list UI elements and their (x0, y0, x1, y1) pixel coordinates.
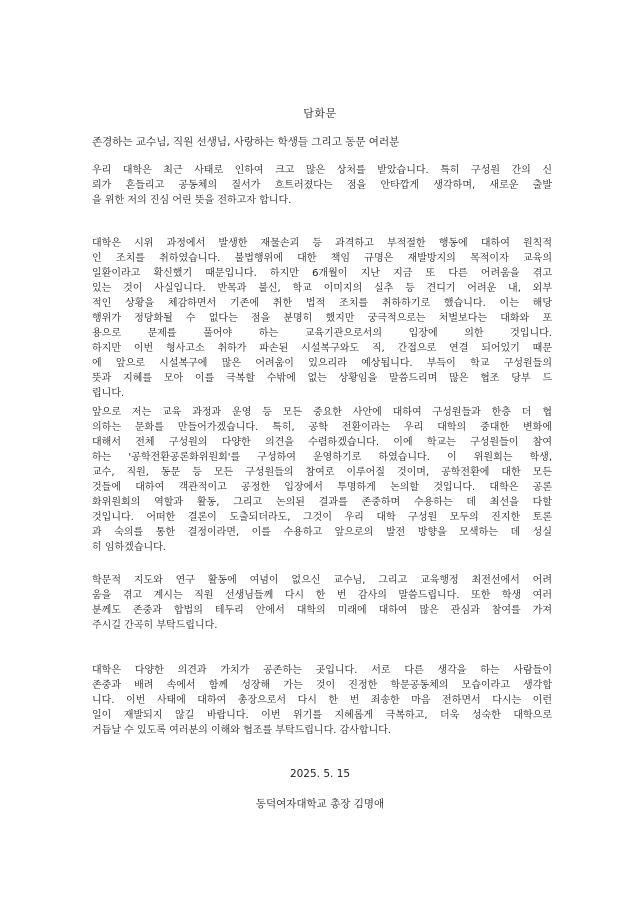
paragraph-engineering-transition (92, 405, 552, 555)
paragraph-intro (92, 163, 552, 208)
greeting-line: 존경하는 교수님, 직원 선생님, 사랑하는 학생들 그리고 동문 여러분 (92, 136, 400, 148)
paragraph-line: 거듭날 수 있도록 여러분의 이해와 협조를 부탁드립니다. 감사합니다. (92, 725, 392, 736)
paragraph-line: 립니다. (92, 388, 125, 399)
paragraph-line: 교수, 직원, 동문 등 모든 구성원들의 참여로 이루어질 것이며, 공학전환에 대한 모든 (92, 467, 552, 478)
paragraph-line: 적인 상황을 체감하면서 기존에 취한 법적 조치를 취하하기로 했습니다. 이는 해당 (92, 298, 552, 309)
paragraph-line: 일환이라고 확신했기 때문입니다. 하지만 6개월이 지난 지금 또 다른 어려움을 겪고 (92, 268, 552, 279)
paragraph-legal-action (92, 236, 552, 401)
paragraph-line: 뢰가 흔들리고 공동체의 질서가 흐트러졌다는 점을 안타깝게 생각하며, 새로운 출발 (92, 180, 552, 191)
paragraph-line: 을 위한 저의 진심 어린 뜻을 전하고자 합니다. (92, 195, 292, 206)
paragraph-line: 행위가 정당화될 수 없다는 점을 분명히 했지만 궁극적으로는 처벌보다는 대화와 포 (92, 313, 552, 324)
paragraph-line: 뜻과 지혜를 모아 이를 극복할 수밖에 없는 상황임을 말씀드리며 많은 협조 당부 드 (92, 373, 552, 384)
document-signature: 동덕여자대학교 총장 김명애 (255, 798, 385, 810)
paragraph-line: 용으로 문제를 풀어야 하는 교육기관으로서의 입장에 의한 것입니다. (92, 328, 552, 339)
paragraph-line: 있는 것이 사실입니다. 반목과 불신, 학교 이미지의 실추 등 견디기 어려운 내, 외부 (92, 283, 552, 294)
paragraph-line: 움을 겪고 계시는 직원 선생님들께 다시 한 번 감사의 말씀드립니다. 또한 학생 여러 (92, 590, 552, 601)
paragraph-line: 학문적 지도와 연구 활동에 여념이 없으신 교수님, 그리고 교육행정 최전선에서 어려 (92, 575, 552, 586)
paragraph-line: 하지만 이번 형사고소 취하가 파손된 시설복구와도 직, 간접으로 연결 되어있기 때문 (92, 343, 552, 354)
paragraph-line: 히 임하겠습니다. (92, 542, 166, 553)
paragraph-line: 에 앞으로 시설복구에 많은 어려움이 있으리라 예상됩니다. 부득이 학교 구성원들의 (92, 358, 552, 369)
paragraph-line: 것입니다. 어떠한 결론이 도출되더라도, 그것이 우리 대학 구성원 모두의 진지한 토론 (92, 512, 552, 523)
paragraph-line: 주시길 간곡히 부탁드립니다. (92, 620, 218, 631)
paragraph-line: 인 조치를 취하였습니다. 불법행위에 대한 책임 규명은 재발방지의 목적이자 교육의 (92, 253, 552, 264)
paragraph-line: 의하는 문화를 만들어가겠습니다. 특히, 공학 전환이라는 우리 대학의 중대한 변화에 (92, 422, 552, 433)
paragraph-line: 존중과 배려 속에서 함께 성장해 가는 것이 진정한 학문공동체의 모습이라고 생각합 (92, 680, 552, 691)
document-title: 담화문 (303, 107, 337, 120)
paragraph-line: 하는 '공학전환공론화위원회'를 구성하여 운영하기로 하였습니다. 이 위원회는 학생, (92, 452, 552, 463)
paragraph-line: 니다. 이번 사태에 대하여 총장으로서 다시 한 번 죄송한 마음 전하면서 다시는 이런 (92, 695, 552, 706)
paragraph-line: 우리 대학은 최근 사태로 인하여 크고 많은 상처를 받았습니다. 특히 구성원 간의 신 (92, 165, 552, 176)
paragraph-line: 대학은 시위 과정에서 발생한 재물손괴 등 과격하고 부적절한 행동에 대하여 원칙적 (92, 238, 552, 249)
paragraph-thanks (92, 573, 552, 633)
paragraph-line: 것들에 대하여 객관적이고 공정한 입장에서 투명하게 논의할 것입니다. 대학은 공론 (92, 482, 552, 493)
document-date: 2025. 5. 15 (289, 768, 351, 780)
paragraph-line: 대해서 전체 구성원의 다양한 의견을 수렴하겠습니다. 이에 학교는 구성원들이 참여 (92, 437, 552, 448)
paragraph-line: 앞으로 저는 교육 과정과 운영 등 모든 중요한 사안에 대하여 구성원들과 한층 더 협 (92, 407, 552, 418)
paragraph-line: 대학은 다양한 의견과 가치가 공존하는 곳입니다. 서로 다른 생각을 하는 사람들이 (92, 665, 552, 676)
paragraph-line: 일이 재발되지 않길 바랍니다. 이번 위기를 지혜롭게 극복하고, 더욱 성숙한 대학으로 (92, 710, 552, 721)
paragraph-line: 분께도 존중과 합법의 테두리 안에서 대학의 미래에 대하여 많은 관심과 참여를 가져 (92, 605, 552, 616)
paragraph-line: 과 숙의를 통한 결정이라면, 이를 수용하고 앞으로의 발전 방향을 모색하는 데 성실 (92, 527, 552, 538)
paragraph-line: 화위원회의 역할과 활동, 그리고 논의된 결과를 존중하며 수용하는 데 최선을 다할 (92, 497, 552, 508)
paragraph-closing (92, 663, 552, 738)
